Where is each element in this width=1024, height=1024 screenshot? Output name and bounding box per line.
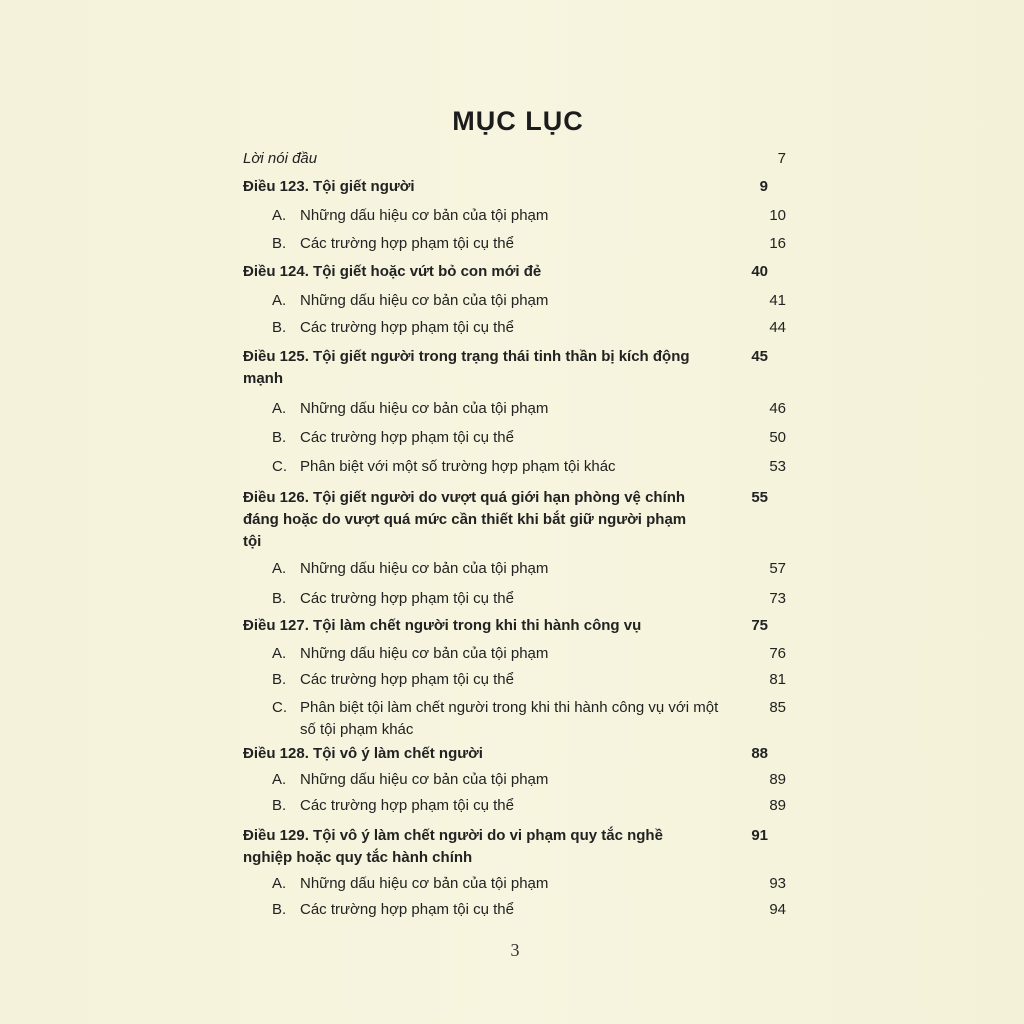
- entry-title: Những dấu hiệu cơ bản của tội phạm: [300, 207, 549, 224]
- entry-letter: B.: [272, 429, 287, 446]
- entry-letter: C.: [272, 699, 287, 716]
- entry-title: Điều 128. Tội vô ý làm chết người: [243, 745, 483, 762]
- toc-chapter-entry: [243, 825, 788, 869]
- toc-subsection-entry: [243, 233, 788, 255]
- entry-page-number: 41: [769, 292, 786, 309]
- toc-subsection-entry: [243, 873, 788, 895]
- entry-page-number: 10: [769, 207, 786, 224]
- toc-subsection-entry: [243, 317, 788, 339]
- entry-letter: A.: [272, 645, 287, 662]
- entry-page-number: 89: [769, 797, 786, 814]
- entry-title: Điều 127. Tội làm chết người trong khi thi hành công vụ: [243, 617, 642, 634]
- toc-subsection-entry: [243, 669, 788, 691]
- toc-preface-entry: [243, 148, 788, 170]
- toc-chapter-entry: [243, 346, 788, 390]
- entry-letter: A.: [272, 875, 287, 892]
- entry-title: Điều 123. Tội giết người: [243, 178, 415, 195]
- toc-chapter-entry: [243, 743, 788, 765]
- entry-page-number: 9: [759, 178, 768, 195]
- toc-chapter-entry: [243, 261, 788, 283]
- entry-title: Các trường hợp phạm tội cụ thể: [300, 319, 514, 336]
- entry-page-number: 46: [769, 400, 786, 417]
- entry-page-number: 75: [751, 617, 768, 634]
- entry-letter: A.: [272, 207, 287, 224]
- entry-title: Những dấu hiệu cơ bản của tội phạm: [300, 771, 549, 788]
- toc-subsection-entry: [243, 398, 788, 420]
- entry-title: Những dấu hiệu cơ bản của tội phạm: [300, 875, 549, 892]
- entry-title: Điều 129. Tội vô ý làm chết người do vi phạm quy tắc nghề nghiệp hoặc quy tắc hành chính: [243, 827, 663, 866]
- entry-letter: B.: [272, 671, 287, 688]
- entry-letter: A.: [272, 771, 287, 788]
- entry-page-number: 50: [769, 429, 786, 446]
- entry-page-number: 45: [751, 348, 768, 365]
- entry-letter: A.: [272, 560, 287, 577]
- entry-page-number: 88: [751, 745, 768, 762]
- entry-title: Các trường hợp phạm tội cụ thể: [300, 590, 514, 607]
- page-title: MỤC LỤC: [452, 106, 584, 137]
- toc-subsection-entry: [243, 558, 788, 580]
- entry-title: Những dấu hiệu cơ bản của tội phạm: [300, 560, 549, 577]
- entry-page-number: 76: [769, 645, 786, 662]
- entry-title: Các trường hợp phạm tội cụ thể: [300, 235, 514, 252]
- toc-subsection-entry: [243, 427, 788, 449]
- toc-chapter-entry: [243, 176, 788, 198]
- entry-title: Điều 125. Tội giết người trong trạng thái tinh thần bị kích động mạnh: [243, 348, 690, 387]
- entry-title: Phân biệt với một số trường hợp phạm tội khác: [300, 458, 616, 475]
- entry-letter: C.: [272, 458, 287, 475]
- entry-page-number: 73: [769, 590, 786, 607]
- entry-page-number: 81: [769, 671, 786, 688]
- entry-page-number: 53: [769, 458, 786, 475]
- toc-subsection-entry: [243, 588, 788, 610]
- entry-letter: B.: [272, 235, 287, 252]
- entry-title: Các trường hợp phạm tội cụ thể: [300, 901, 514, 918]
- entry-title: Điều 126. Tội giết người do vượt quá giới hạn phòng vệ chính đáng hoặc do vượt quá mức cần thiết khi bắt giữ người phạm tội: [243, 489, 687, 550]
- entry-title: Những dấu hiệu cơ bản của tội phạm: [300, 292, 549, 309]
- entry-page-number: 40: [751, 263, 768, 280]
- entry-page-number: 91: [751, 827, 768, 844]
- entry-letter: B.: [272, 797, 287, 814]
- entry-page-number: 55: [751, 489, 768, 506]
- entry-page-number: 85: [769, 699, 786, 716]
- entry-letter: A.: [272, 292, 287, 309]
- entry-page-number: 16: [769, 235, 786, 252]
- toc-subsection-entry: [243, 697, 788, 741]
- entry-letter: A.: [272, 400, 287, 417]
- entry-title: Các trường hợp phạm tội cụ thể: [300, 671, 514, 688]
- entry-page-number: 93: [769, 875, 786, 892]
- toc-chapter-entry: [243, 487, 788, 553]
- toc-subsection-entry: [243, 290, 788, 312]
- entry-page-number: 89: [769, 771, 786, 788]
- toc-chapter-entry: [243, 615, 788, 637]
- entry-title: Lời nói đầu: [243, 150, 318, 167]
- entry-title: Các trường hợp phạm tội cụ thể: [300, 429, 514, 446]
- entry-title: Điều 124. Tội giết hoặc vứt bỏ con mới đẻ: [243, 263, 542, 280]
- entry-page-number: 94: [769, 901, 786, 918]
- toc-subsection-entry: [243, 769, 788, 791]
- entry-letter: B.: [272, 901, 287, 918]
- toc-subsection-entry: [243, 899, 788, 921]
- toc-subsection-entry: [243, 795, 788, 817]
- entry-title: Những dấu hiệu cơ bản của tội phạm: [300, 645, 549, 662]
- toc-subsection-entry: [243, 205, 788, 227]
- page-number: 3: [510, 940, 520, 960]
- entry-letter: B.: [272, 590, 287, 607]
- entry-page-number: 57: [769, 560, 786, 577]
- entry-page-number: 44: [769, 319, 786, 336]
- toc-subsection-entry: [243, 456, 788, 478]
- entry-letter: B.: [272, 319, 287, 336]
- entry-page-number: 7: [777, 150, 786, 167]
- entry-title: Phân biệt tội làm chết người trong khi thi hành công vụ với một số tội phạm khác: [300, 699, 719, 738]
- entry-title: Những dấu hiệu cơ bản của tội phạm: [300, 400, 549, 417]
- toc-subsection-entry: [243, 643, 788, 665]
- entry-title: Các trường hợp phạm tội cụ thể: [300, 797, 514, 814]
